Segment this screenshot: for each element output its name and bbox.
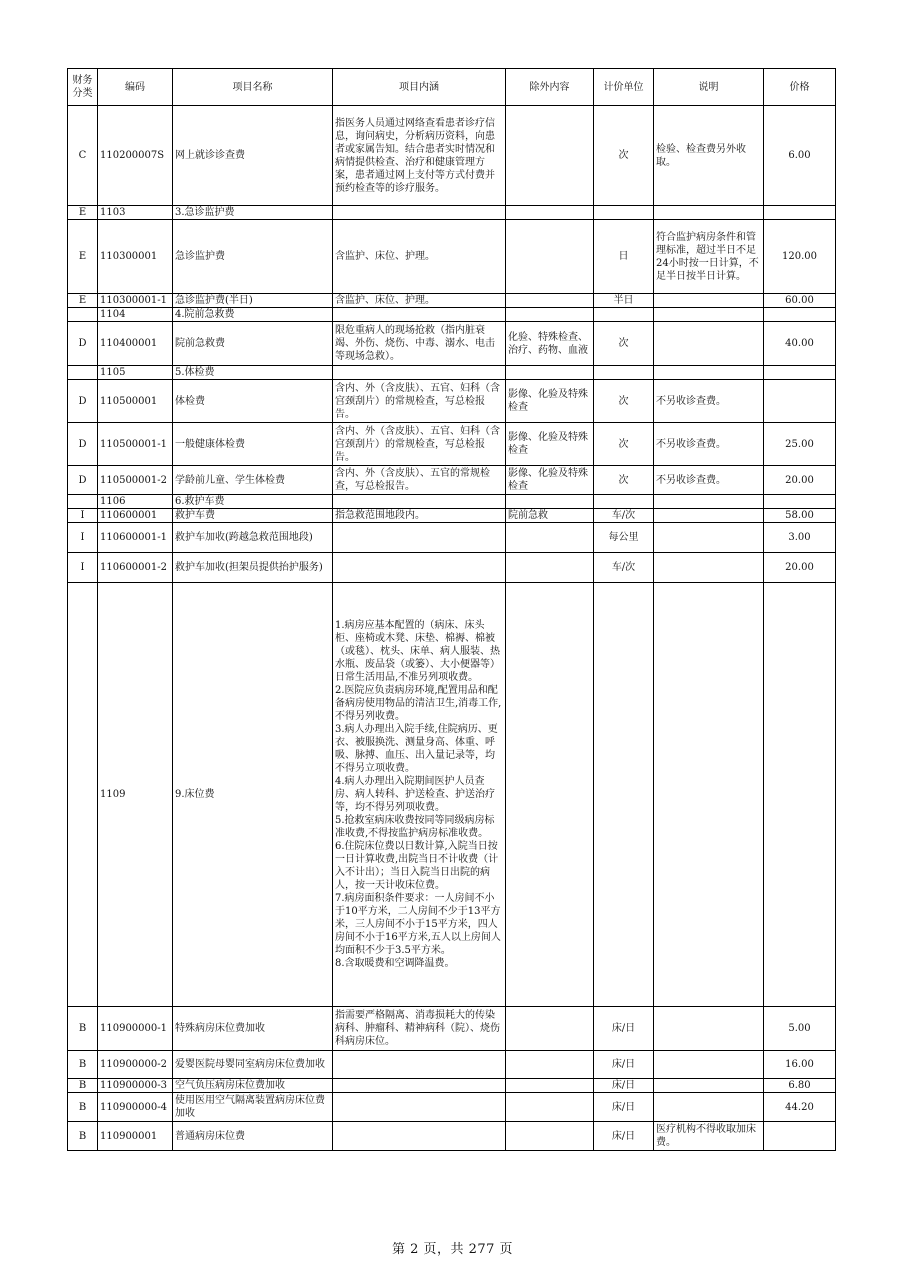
table-header-row <box>68 69 836 106</box>
note-cell <box>654 583 764 1007</box>
content-cell <box>333 206 506 220</box>
exclusion-cell <box>506 366 594 380</box>
category-cell: D <box>68 380 98 423</box>
note-cell: 不另收诊查费。 <box>654 423 764 466</box>
table-row <box>68 366 836 380</box>
unit-cell: 半日 <box>594 294 654 308</box>
category-cell: I <box>68 523 98 553</box>
note-cell <box>654 206 764 220</box>
category-cell: D <box>68 423 98 466</box>
table-row <box>68 220 836 294</box>
price-cell: 6.80 <box>764 1079 836 1093</box>
price-cell <box>764 495 836 509</box>
price-cell: 5.00 <box>764 1007 836 1051</box>
content-cell: 含监护、床位、护理。 <box>333 294 506 308</box>
note-cell <box>654 308 764 322</box>
item-name-cell: 3.急诊监护费 <box>173 206 333 220</box>
item-name-cell: 学龄前儿童、学生体检费 <box>173 466 333 495</box>
item-name-cell: 使用医用空气隔离装置病房床位费加收 <box>173 1093 333 1122</box>
table-row <box>68 322 836 366</box>
item-name-cell: 9.床位费 <box>173 583 333 1007</box>
exclusion-cell <box>506 106 594 206</box>
exclusion-cell: 影像、化验及特殊检查 <box>506 380 594 423</box>
code-cell: 1106 <box>98 495 173 509</box>
item-name-cell: 5.体检费 <box>173 366 333 380</box>
exclusion-cell: 化验、特殊检查、治疗、药物、血液 <box>506 322 594 366</box>
note-cell <box>654 322 764 366</box>
item-name-cell: 普通病房床位费 <box>173 1122 333 1151</box>
price-cell: 25.00 <box>764 423 836 466</box>
price-cell: 60.00 <box>764 294 836 308</box>
item-name-cell: 网上就诊诊查费 <box>173 106 333 206</box>
content-cell <box>333 366 506 380</box>
code-cell: 110900000-3 <box>98 1079 173 1093</box>
exclusion-cell <box>506 206 594 220</box>
table-row <box>68 423 836 466</box>
unit-cell: 床/日 <box>594 1051 654 1079</box>
column-header: 项目名称 <box>173 69 333 106</box>
exclusion-cell <box>506 1007 594 1051</box>
note-cell: 不另收诊查费。 <box>654 380 764 423</box>
exclusion-cell <box>506 1122 594 1151</box>
price-cell: 16.00 <box>764 1051 836 1079</box>
unit-cell: 次 <box>594 322 654 366</box>
unit-cell: 床/日 <box>594 1093 654 1122</box>
table-row <box>68 495 836 509</box>
price-cell: 6.00 <box>764 106 836 206</box>
code-cell: 110900001 <box>98 1122 173 1151</box>
code-cell: 110500001-1 <box>98 423 173 466</box>
content-cell: 含内、外（含皮肤）、五官、妇科（含宫颈刮片）的常规检查，写总检报告。 <box>333 380 506 423</box>
code-cell: 1103 <box>98 206 173 220</box>
content-cell <box>333 1122 506 1151</box>
exclusion-cell <box>506 523 594 553</box>
unit-cell: 床/日 <box>594 1122 654 1151</box>
exclusion-cell <box>506 1079 594 1093</box>
category-cell: B <box>68 1079 98 1093</box>
unit-cell: 次 <box>594 466 654 495</box>
price-cell: 58.00 <box>764 509 836 523</box>
category-cell: E <box>68 206 98 220</box>
category-cell: I <box>68 509 98 523</box>
category-cell <box>68 366 98 380</box>
exclusion-cell <box>506 294 594 308</box>
unit-cell: 次 <box>594 423 654 466</box>
exclusion-cell <box>506 1051 594 1079</box>
item-name-cell: 救护车加收(担架员提供抬护服务) <box>173 553 333 583</box>
code-cell: 110400001 <box>98 322 173 366</box>
note-cell <box>654 294 764 308</box>
content-cell <box>333 1093 506 1122</box>
item-name-cell: 空气负压病房床位费加收 <box>173 1079 333 1093</box>
note-cell <box>654 495 764 509</box>
column-header: 项目内涵 <box>333 69 506 106</box>
category-cell: B <box>68 1093 98 1122</box>
table-row <box>68 1079 836 1093</box>
column-header: 编码 <box>98 69 173 106</box>
item-name-cell: 爱婴医院母婴同室病房床位费加收 <box>173 1051 333 1079</box>
note-cell: 检验、检查费另外收取。 <box>654 106 764 206</box>
column-header: 除外内容 <box>506 69 594 106</box>
note-cell <box>654 553 764 583</box>
price-cell: 20.00 <box>764 553 836 583</box>
category-cell: D <box>68 466 98 495</box>
exclusion-cell <box>506 1093 594 1122</box>
content-cell: 指急救范围地段内。 <box>333 509 506 523</box>
fee-table <box>67 68 836 1151</box>
note-cell: 符合监护病房条件和管理标准，超过半日不足24小时按一日计算，不足半日按半日计算。 <box>654 220 764 294</box>
exclusion-cell: 影像、化验及特殊检查 <box>506 423 594 466</box>
category-cell: D <box>68 322 98 366</box>
note-cell <box>654 1007 764 1051</box>
note-cell <box>654 366 764 380</box>
table-row <box>68 308 836 322</box>
table-row <box>68 553 836 583</box>
unit-cell <box>594 583 654 1007</box>
exclusion-cell: 院前急救 <box>506 509 594 523</box>
content-cell: 含内、外（含皮肤）、五官、妇科（含宫颈刮片）的常规检查，写总检报告。 <box>333 423 506 466</box>
unit-cell: 车/次 <box>594 553 654 583</box>
code-cell: 110500001 <box>98 380 173 423</box>
category-cell: B <box>68 1007 98 1051</box>
exclusion-cell <box>506 583 594 1007</box>
unit-cell <box>594 206 654 220</box>
unit-cell: 日 <box>594 220 654 294</box>
note-cell <box>654 1079 764 1093</box>
content-cell: 含内、外（含皮肤）、五官的常规检查，写总检报告。 <box>333 466 506 495</box>
category-cell <box>68 495 98 509</box>
table-row <box>68 583 836 1007</box>
code-cell: 110900000-2 <box>98 1051 173 1079</box>
column-header: 说明 <box>654 69 764 106</box>
note-cell <box>654 509 764 523</box>
code-cell: 1104 <box>98 308 173 322</box>
unit-cell: 每公里 <box>594 523 654 553</box>
table-row <box>68 523 836 553</box>
exclusion-cell <box>506 308 594 322</box>
content-cell <box>333 523 506 553</box>
item-name-cell: 6.救护车费 <box>173 495 333 509</box>
code-cell: 110300001-1 <box>98 294 173 308</box>
code-cell: 110600001-2 <box>98 553 173 583</box>
unit-cell <box>594 495 654 509</box>
column-header: 计价单位 <box>594 69 654 106</box>
item-name-cell: 一般健康体检费 <box>173 423 333 466</box>
content-cell <box>333 1051 506 1079</box>
column-header: 价格 <box>764 69 836 106</box>
content-cell: 限危重病人的现场抢救（指内脏衰竭、外伤、烧伤、中毒、溺水、电击等现场急救）。 <box>333 322 506 366</box>
price-cell <box>764 380 836 423</box>
content-cell: 含监护、床位、护理。 <box>333 220 506 294</box>
table-row <box>68 106 836 206</box>
note-cell: 不另收诊查费。 <box>654 466 764 495</box>
category-cell: C <box>68 106 98 206</box>
price-cell: 44.20 <box>764 1093 836 1122</box>
item-name-cell: 特殊病房床位费加收 <box>173 1007 333 1051</box>
code-cell: 1109 <box>98 583 173 1007</box>
content-cell: 指医务人员通过网络查看患者诊疗信息，询问病史，分析病历资料，向患者或家属告知。结合患者实时情况和病情提供检查、治疗和健康管理方案，患者通过网上支付等方式付费并预约检查等的诊疗服务。 <box>333 106 506 206</box>
code-cell: 110300001 <box>98 220 173 294</box>
category-cell: E <box>68 220 98 294</box>
item-name-cell: 急诊监护费(半日) <box>173 294 333 308</box>
column-header: 财务分类 <box>68 69 98 106</box>
category-cell: B <box>68 1051 98 1079</box>
code-cell: 110900000-4 <box>98 1093 173 1122</box>
exclusion-cell: 影像、化验及特殊检查 <box>506 466 594 495</box>
price-cell <box>764 308 836 322</box>
unit-cell <box>594 366 654 380</box>
table-row <box>68 1093 836 1122</box>
note-cell <box>654 523 764 553</box>
content-cell <box>333 308 506 322</box>
item-name-cell: 体检费 <box>173 380 333 423</box>
unit-cell <box>594 308 654 322</box>
category-cell: B <box>68 1122 98 1151</box>
code-cell: 110200007S <box>98 106 173 206</box>
table-row <box>68 206 836 220</box>
unit-cell: 次 <box>594 106 654 206</box>
item-name-cell: 4.院前急救费 <box>173 308 333 322</box>
table-row <box>68 509 836 523</box>
note-cell <box>654 1093 764 1122</box>
content-cell: 指需要严格隔离、消毒损耗大的传染病科、肿瘤科、精神病科（院）、烧伤科病房床位。 <box>333 1007 506 1051</box>
item-name-cell: 救护车加收(跨越急救范围地段) <box>173 523 333 553</box>
unit-cell: 车/次 <box>594 509 654 523</box>
table-row <box>68 1051 836 1079</box>
price-cell <box>764 1122 836 1151</box>
code-cell: 110500001-2 <box>98 466 173 495</box>
table-row <box>68 380 836 423</box>
note-cell: 医疗机构不得收取加床费。 <box>654 1122 764 1151</box>
content-cell: 1.病房应基本配置的（病床、床头柜、座椅或木凳、床垫、棉褥、棉被（或毯）、枕头、床单、病人服装、热水瓶、废品袋（或篓）、大小便器等）日常生活用品,不准另列项收费。 2.医院应负责病房环境,配置用品和配备病房使用物品的清洁卫生,消毒工作,不得另列收费。 3.病人办理出入院手续,住院病历、更衣、被服换洗、测量身高、体重、呼吸、脉搏、血压、出入量记录等，均不得另立项收费。 4.病人办理出入院期间医护人员查房、病人转科、护送检查、护送治疗等，均不得另列项收费。 5.抢救室病床收费按同等同级病房标准收费,不得按监护病房标准收费。 6.住院床位费以日数计算,入院当日按一日计算收费,出院当日不计收费（计入不计出）；当日入院当日出院的病人，按一天计收床位费。 7.病房面积条件要求：一人房间不小于10平方米，二人房间不少于13平方米，三人房间不小于15平方米，四人房间不小于16平方米,五人以上房间人均面积不少于3.5平方米。 8.含取暖费和空调降温费。 <box>333 583 506 1007</box>
item-name-cell: 急诊监护费 <box>173 220 333 294</box>
code-cell: 110900000-1 <box>98 1007 173 1051</box>
content-cell <box>333 553 506 583</box>
price-cell: 40.00 <box>764 322 836 366</box>
price-cell <box>764 583 836 1007</box>
content-cell <box>333 1079 506 1093</box>
category-cell: E <box>68 294 98 308</box>
code-cell: 1105 <box>98 366 173 380</box>
code-cell: 110600001-1 <box>98 523 173 553</box>
unit-cell: 次 <box>594 380 654 423</box>
category-cell: I <box>68 553 98 583</box>
table-row <box>68 1122 836 1151</box>
exclusion-cell <box>506 220 594 294</box>
page-footer: 第 2 页，共 277 页 <box>391 1242 514 1257</box>
code-cell: 110600001 <box>98 509 173 523</box>
price-cell <box>764 206 836 220</box>
price-cell: 20.00 <box>764 466 836 495</box>
item-name-cell: 院前急救费 <box>173 322 333 366</box>
note-cell <box>654 1051 764 1079</box>
unit-cell: 床/日 <box>594 1079 654 1093</box>
table-row <box>68 466 836 495</box>
item-name-cell: 救护车费 <box>173 509 333 523</box>
price-cell: 120.00 <box>764 220 836 294</box>
price-cell: 3.00 <box>764 523 836 553</box>
table-row <box>68 294 836 308</box>
category-cell <box>68 308 98 322</box>
table-row <box>68 1007 836 1051</box>
price-cell <box>764 366 836 380</box>
unit-cell: 床/日 <box>594 1007 654 1051</box>
exclusion-cell <box>506 553 594 583</box>
content-cell <box>333 495 506 509</box>
exclusion-cell <box>506 495 594 509</box>
category-cell <box>68 583 98 1007</box>
